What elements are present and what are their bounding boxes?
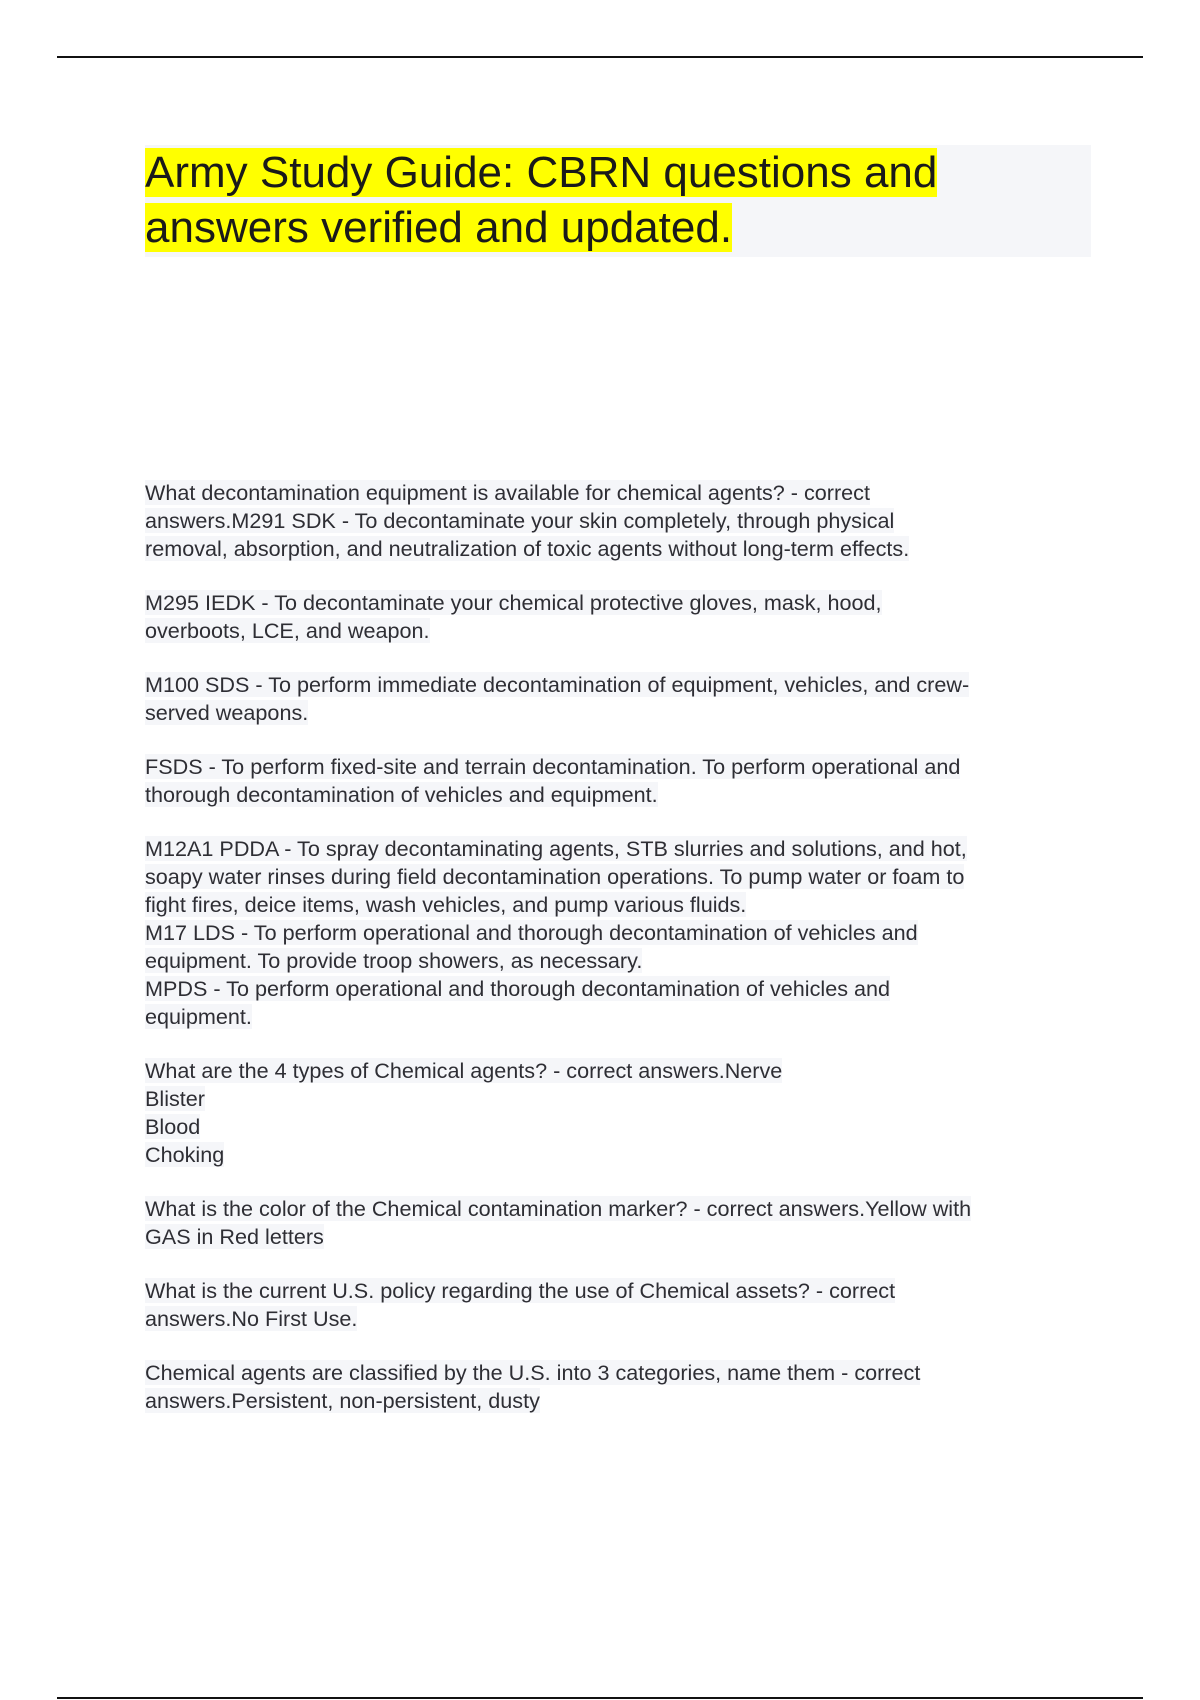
text-line: equipment. (145, 1004, 252, 1029)
title-highlight: Army Study Guide: CBRN questions and answers verified and updated. (145, 148, 938, 252)
paragraph-decon-equipment (145, 479, 1085, 563)
paragraph-m295 (145, 589, 1085, 645)
paragraph-m100 (145, 671, 1085, 727)
paragraph-chemical-agent-types (145, 1057, 1085, 1169)
paragraph-marker-color (145, 1195, 1085, 1251)
text-line: Blister (145, 1086, 205, 1111)
text-line: What is the current U.S. policy regarding the use of Chemical assets? - correct (145, 1278, 896, 1303)
text-line: served weapons. (145, 700, 309, 725)
paragraph-fsds (145, 753, 1085, 809)
text-line: thorough decontamination of vehicles and equipment. (145, 782, 658, 807)
text-line: M12A1 PDDA - To spray decontaminating agents, STB slurries and solutions, and hot, (145, 836, 967, 861)
text-line: MPDS - To perform operational and thorough decontamination of vehicles and (145, 976, 891, 1001)
paragraph-us-policy (145, 1277, 1085, 1333)
text-line: What are the 4 types of Chemical agents? - correct answers.Nerve (145, 1058, 783, 1083)
text-line: removal, absorption, and neutralization of toxic agents without long-term effects. (145, 536, 910, 561)
text-line: answers.M291 SDK - To decontaminate your skin completely, through physical (145, 508, 895, 533)
paragraph-m12a1-m17-mpds (145, 835, 1085, 1031)
text-line: overboots, LCE, and weapon. (145, 618, 430, 643)
text-line: equipment. To provide troop showers, as necessary. (145, 948, 643, 973)
text-line: answers.Persistent, non-persistent, dusty (145, 1388, 540, 1413)
text-line: Choking (145, 1142, 225, 1167)
top-rule (57, 56, 1143, 58)
text-line: Chemical agents are classified by the U.S. into 3 categories, name them - correct (145, 1360, 921, 1385)
text-line: M100 SDS - To perform immediate decontamination of equipment, vehicles, and crew- (145, 672, 970, 697)
text-line: What is the color of the Chemical contamination marker? - correct answers.Yellow with (145, 1196, 972, 1221)
paragraph-classification (145, 1359, 1085, 1415)
document-body (145, 479, 1085, 1415)
text-line: M295 IEDK - To decontaminate your chemical protective gloves, mask, hood, (145, 590, 882, 615)
text-line: soapy water rinses during field decontamination operations. To pump water or foam to (145, 864, 965, 889)
text-line: Blood (145, 1114, 201, 1139)
text-line: answers.No First Use. (145, 1306, 358, 1331)
text-line: What decontamination equipment is available for chemical agents? - correct (145, 480, 870, 505)
bottom-rule (57, 1697, 1143, 1699)
text-line: GAS in Red letters (145, 1224, 324, 1249)
text-line: fight fires, deice items, wash vehicles, and pump various fluids. (145, 892, 747, 917)
title-block (145, 145, 1091, 257)
text-line: FSDS - To perform fixed-site and terrain decontamination. To perform operational and (145, 754, 961, 779)
text-line: M17 LDS - To perform operational and thorough decontamination of vehicles and (145, 920, 918, 945)
document-title (145, 145, 1091, 255)
